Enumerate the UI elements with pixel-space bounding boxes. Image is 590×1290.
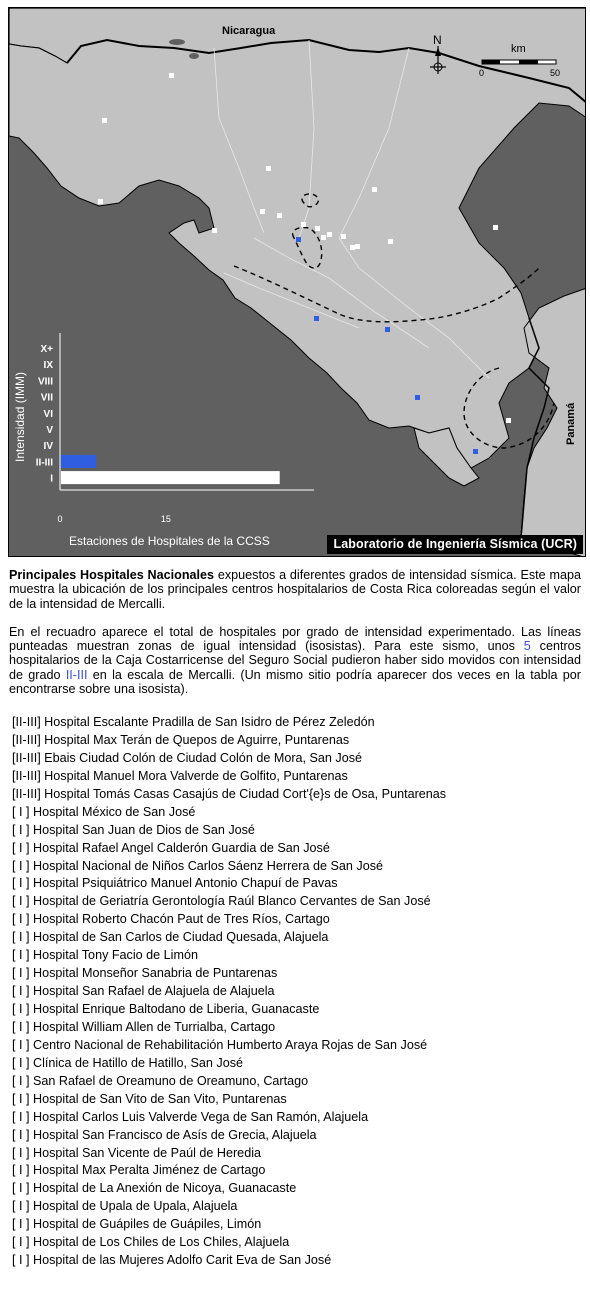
hospital-list-item: [ I ] Hospital de Guápiles de Guápiles, Limón [12,1217,262,1232]
hospital-list-item: [ I ] Hospital de Los Chiles de Los Chiles, Alajuela [12,1235,290,1250]
hospital-marker-i [212,228,217,233]
hospital-marker-i [260,209,265,214]
hospital-list-item: [ I ] Hospital San Juan de Dios de San José [12,822,255,837]
chart-x-tick-label: 0 [57,514,63,524]
hospital-list-item: [ I ] Hospital de Upala de Upala, Alajuela [12,1199,238,1214]
hospital-marker-i [102,118,107,123]
chart-y-axis-label: Intensidad (IMM) [13,371,27,462]
hospital-list-item: [ I ] Hospital Psiquiátrico Manuel Antonio Chapuí de Pavas [12,876,338,891]
hospital-list-item: [II-III] Hospital Max Terán de Quepos de Aguirre, Puntarenas [12,732,350,747]
chart-category-label: IV [43,441,53,453]
hospital-marker-i [321,235,326,240]
svg-text:0: 0 [479,68,485,78]
chart-x-tick-label: 15 [160,514,171,524]
lake-arenal [169,39,185,45]
hospital-marker-ii-iii [296,237,301,242]
hospital-marker-ii-iii [385,327,390,332]
hospital-marker-i [341,234,346,239]
hospital-list-item: [ I ] Hospital de San Vito de San Vito, Puntarenas [12,1091,287,1106]
hospital-marker-i [315,226,320,231]
hospital-marker-ii-iii [415,395,420,400]
intensity-map [8,7,586,557]
description-title: Principales Hospitales Nacionales [9,568,215,582]
hospital-list-item: [ I ] Hospital Max Peralta Jiménez de Cartago [12,1163,266,1178]
lake-small [189,53,199,59]
hospital-marker-ii-iii [314,316,319,321]
description-text: En el recuadro aparece el total de hospitales por grado de intensidad experimentado. Las líneas punteadas muestran zonas de igual intensidad (isosistas). Para este sismo, unos [9,624,581,654]
hospital-list-item: [ I ] Hospital William Allen de Turrialba, Cartago [12,1019,276,1034]
hospital-list-item: [ I ] Hospital San Rafael de Alajuela de Alajuela [12,984,275,999]
svg-text:km: km [511,43,526,55]
hospital-marker-i [301,222,306,227]
chart-category-label: IX [43,360,53,372]
hospital-list-item: [ I ] Centro Nacional de Rehabilitación Humberto Araya Rojas de San José [12,1037,428,1052]
description-text: centros hospitalarios de la Caja Costarricense del Seguro Social pudieron haber sido movidos con intensidad de grado [9,639,581,682]
chart-x-axis-label: Estaciones de Hospitales de la CCSS [69,534,270,548]
nicaragua-label: Nicaragua [222,25,276,37]
hospital-marker-i [493,225,498,230]
hospital-list-item: [ I ] San Rafael de Oreamuno de Oreamuno, Cartago [12,1073,309,1088]
hospital-list-item: [ I ] Hospital Monseñor Sanabria de Puntarenas [12,966,278,981]
hospital-marker-i [388,239,393,244]
hospital-list-item: [II-III] Hospital Manuel Mora Valverde de Golfito, Puntarenas [12,768,348,783]
hospital-marker-i [355,244,360,249]
description-text: expuestos a diferentes grados de intensidad sísmica. Este mapa muestra la ubicación de los principales centros hospitalarios de Costa Rica coloreadas según el valor de la intensidad de Mercalli. [9,568,582,611]
description-text: en la escala de Mercalli. (Un mismo sitio podría aparecer dos veces en la tabla por encontrarse sobre una isosista). [9,667,582,697]
hospital-list-item: [ I ] Hospital de las Mujeres Adolfo Carit Eva de San José [12,1253,332,1268]
hospital-list-item: [II-III] Hospital Escalante Pradilla de San Isidro de Pérez Zeledón [12,715,375,729]
hospital-list-item: [ I ] Hospital Carlos Luis Valverde Vega de San Ramón, Alajuela [12,1109,369,1124]
intensity-bar-chart [13,333,314,548]
lab-credit-badge: Laboratorio de Ingeniería Sísmica (UCR) [327,535,583,554]
chart-bar-i [61,471,280,484]
hospital-marker-i [266,166,271,171]
chart-category-label: VIII [37,376,53,388]
hospital-list-item: [ I ] Hospital México de San José [12,804,196,819]
chart-category-label: V [46,425,53,436]
hospital-list [12,714,582,1270]
hospital-list-item: [ I ] Hospital San Vicente de Paúl de Heredia [12,1145,261,1160]
hospital-list-item: [ I ] Hospital Enrique Baltodano de Liberia, Guanacaste [12,1002,320,1016]
hospital-list-item: [II-III] Ebais Ciudad Colón de Ciudad Colón de Mora, San José [12,750,363,765]
description-paragraph-2 [9,625,581,696]
chart-category-label: II-III [35,457,53,469]
svg-text:50: 50 [550,68,561,78]
hospital-marker-i [372,187,377,192]
hospital-marker-i [506,418,511,423]
intensity-grade-highlight: II-III [65,667,88,682]
chart-bar-ii-iii [61,455,96,468]
hospital-list-item: [ I ] Hospital Tony Facio de Limón [12,948,198,963]
hospital-list-item: [ I ] Hospital de Geriatría Gerontología Raúl Blanco Cervantes de San José [12,894,431,909]
hospital-marker-i [327,232,332,237]
hospital-list-item: [II-III] Hospital Tomás Casas Casajús de Ciudad Cort'{e}s de Osa, Puntarenas [12,786,447,801]
chart-category-label: VII [40,392,53,404]
svg-text:N: N [433,33,442,47]
chart-category-label: I [50,473,53,485]
hospital-list-item: [ I ] Hospital Roberto Chacón Paut de Tres Ríos, Cartago [12,912,330,927]
description-paragraph-1 [9,568,581,611]
hospital-list-item: [ I ] Hospital de La Anexión de Nicoya, Guanacaste [12,1181,297,1196]
hospital-marker-i [350,245,355,250]
panama-label: Panamá [565,402,577,445]
hospital-marker-i [169,73,174,78]
chart-category-label: X+ [40,344,53,355]
hospital-list-item: [ I ] Hospital Rafael Angel Calderón Guardia de San José [12,840,330,855]
hospital-marker-i [98,199,103,204]
map-canvas [9,8,586,557]
map-description [9,568,581,710]
hospital-marker-i [277,213,282,218]
costa-rica-landmass [9,40,586,468]
hospital-list-item: [ I ] Hospital San Francisco de Asís de Grecia, Alajuela [12,1127,317,1142]
hospital-marker-ii-iii [473,449,478,454]
hospital-list-item: [ I ] Hospital de San Carlos de Ciudad Quesada, Alajuela [12,930,329,945]
hospital-list-item: [ I ] Hospital Nacional de Niños Carlos Sáenz Herrera de San José [12,858,383,873]
hospital-count-highlight: 5 [523,639,531,654]
chart-category-label: VI [43,408,53,420]
hospital-list-item: [ I ] Clínica de Hatillo de Hatillo, San José [12,1055,243,1070]
